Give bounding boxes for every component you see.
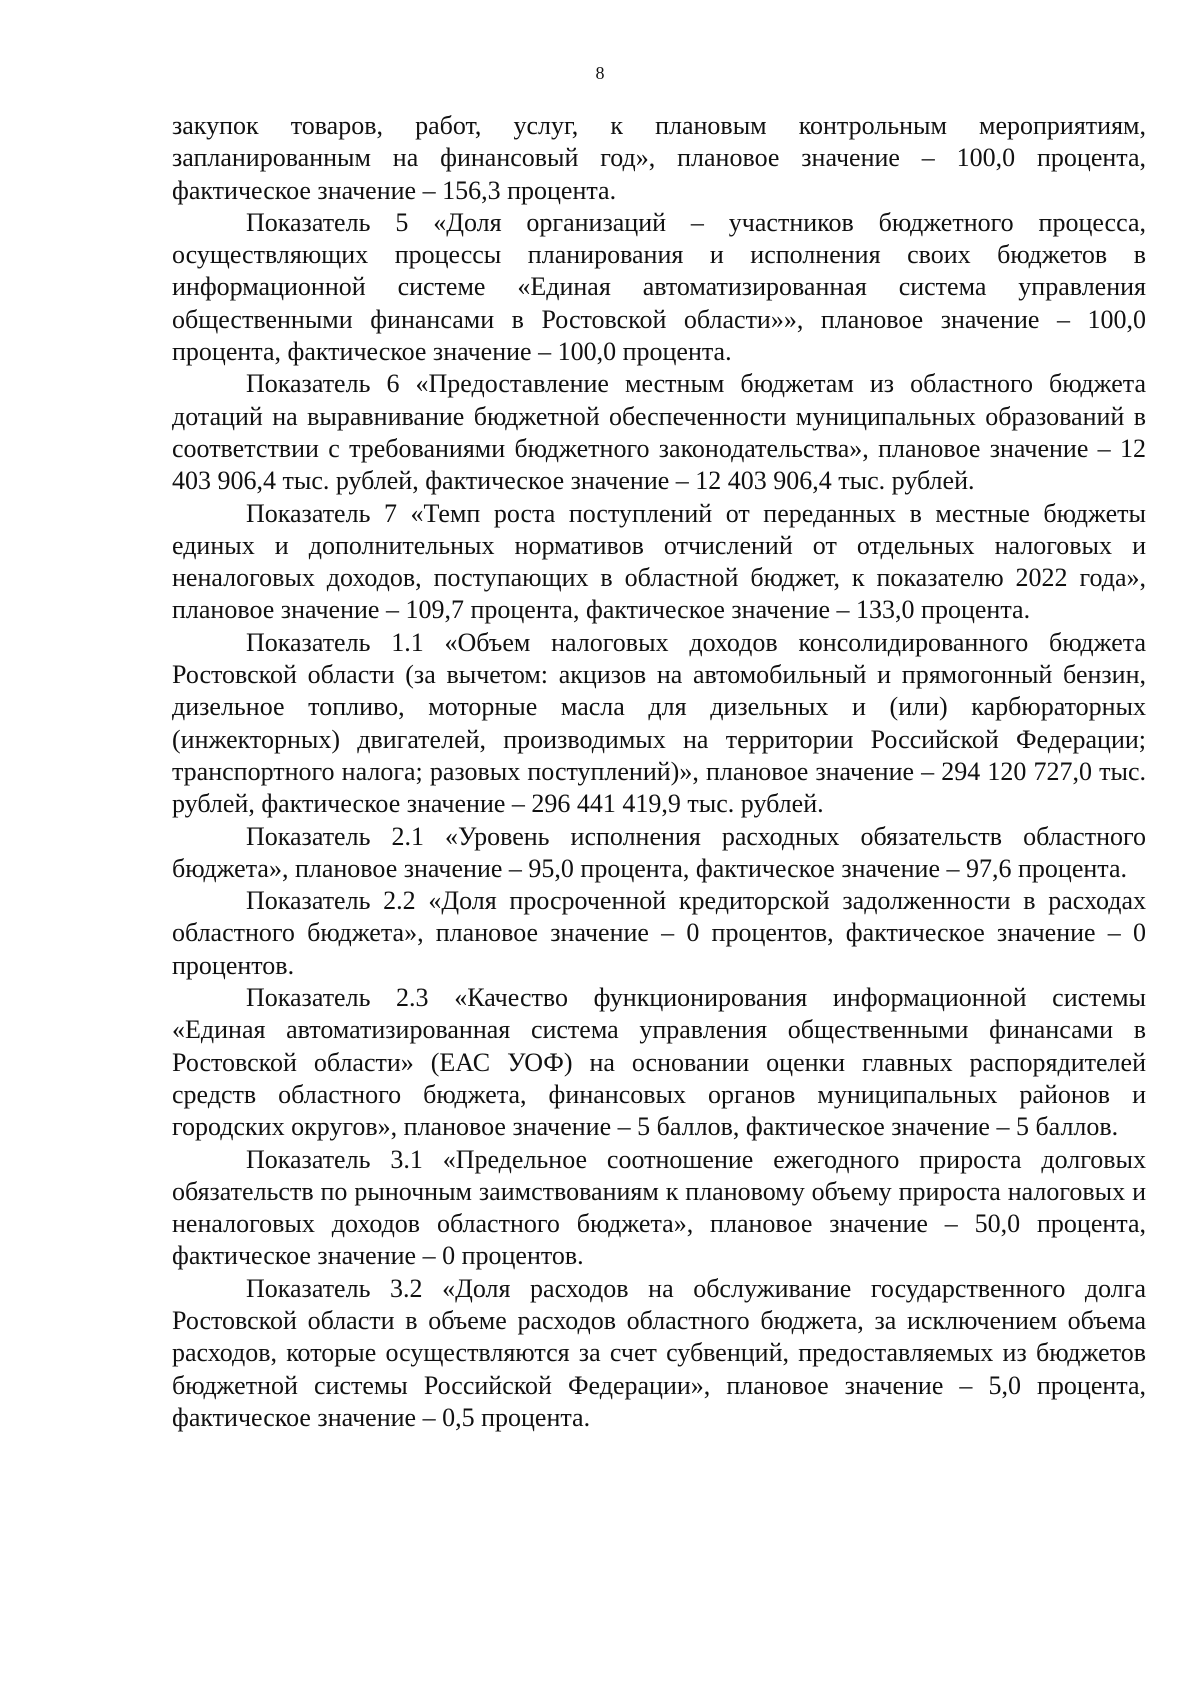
paragraph-indicator-3-2: Показатель 3.2 «Доля расходов на обслуживание государственного долга Ростовской области в объеме расходов областного бюджета, за исключением объема расходов, которые осуществляются за счет субвенций, предоставляемых из бюджетов бюджетной системы Российской Федерации», плановое значение – 5,0 процента, фактическое значение – 0,5 процента.	[172, 1273, 1146, 1432]
paragraph-indicator-2-1: Показатель 2.1 «Уровень исполнения расходных обязательств областного бюджета», плановое значение – 95,0 процента, фактическое значение – 97,6 процента.	[172, 821, 1146, 883]
paragraph-indicator-5: Показатель 5 «Доля организаций – участников бюджетного процесса, осуществляющих процессы планирования и исполнения своих бюджетов в информационной системе «Единая автоматизированная система управления общественными финансами в Ростовской области»», плановое значение – 100,0 процента, фактическое значение – 100,0 процента.	[172, 207, 1146, 367]
paragraph-indicator-2-3: Показатель 2.3 «Качество функционирования информационной системы «Единая автоматизированная система управления общественными финансами в Ростовской области» (ЕАС УОФ) на основании оценки главных распорядителей средств областного бюджета, финансовых органов муниципальных районов и городских округов», плановое значение – 5 баллов, фактическое значение – 5 баллов.	[172, 983, 1146, 1142]
paragraph-indicator-1-1: Показатель 1.1 «Объем налоговых доходов консолидированного бюджета Ростовской области (за вычетом: акцизов на автомобильный и прямогонный бензин, дизельное топливо, моторные масла для дизельных и (или) карбюраторных (инжекторных) двигателей, производимых на территории Российской Федерации; транспортного налога; разовых поступлений)», плановое значение – 294 120 727,0 тыс. рублей, фактическое значение – 296 441 419,9 тыс. рублей.	[172, 627, 1146, 819]
document-body	[172, 110, 1146, 1434]
paragraph-continuation: закупок товаров, работ, услуг, к плановым контрольным мероприятиям, запланированным на финансовый год», плановое значение – 100,0 процента, фактическое значение – 156,3 процента.	[172, 111, 1146, 205]
paragraph-indicator-6: Показатель 6 «Предоставление местным бюджетам из областного бюджета дотаций на выравнивание бюджетной обеспеченности муниципальных образований в соответствии с требованиями бюджетного законодательства», плановое значение – 12 403 906,4 тыс. рублей, фактическое значение – 12 403 906,4 тыс. рублей.	[172, 369, 1146, 496]
paragraph-indicator-2-2: Показатель 2.2 «Доля просроченной кредиторской задолженности в расходах областного бюджета», плановое значение – 0 процентов, фактическое значение – 0 процентов.	[172, 886, 1146, 980]
paragraph-indicator-3-1: Показатель 3.1 «Предельное соотношение ежегодного прироста долговых обязательств по рыночным заимствованиям к плановому объему прироста налоговых и неналоговых доходов областного бюджета», плановое значение – 50,0 процента, фактическое значение – 0 процентов.	[172, 1144, 1146, 1271]
paragraph-indicator-7: Показатель 7 «Темп роста поступлений от переданных в местные бюджеты единых и дополнительных нормативов отчислений от отдельных налоговых и неналоговых доходов, поступающих в областной бюджет, к показателю 2022 года», плановое значение – 109,7 процента, фактическое значение – 133,0 процента.	[172, 498, 1146, 625]
page-number: 8	[595, 63, 605, 83]
